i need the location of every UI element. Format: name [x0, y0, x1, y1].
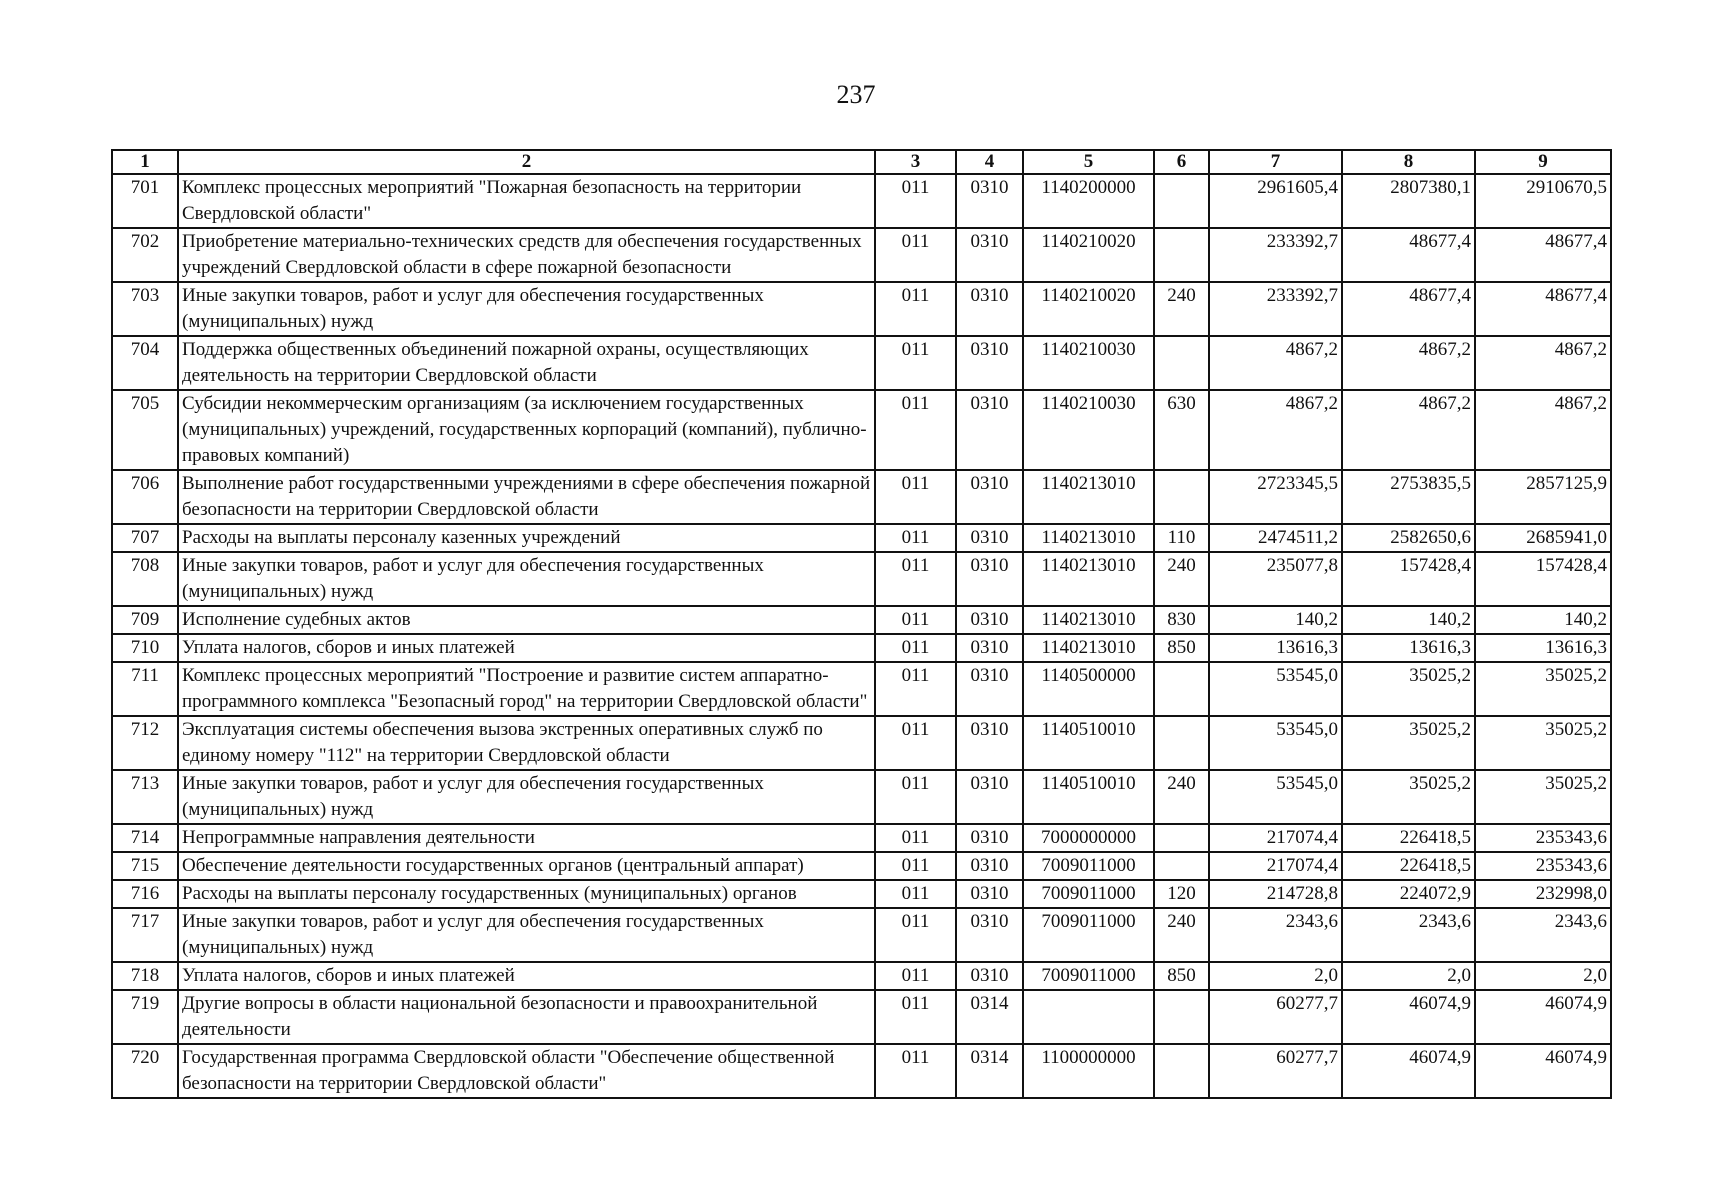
- amount-col-8: 2343,6: [1342, 908, 1475, 962]
- row-description: Выполнение работ государственными учреждениями в сфере обеспечения пожарной безопасности на территории Свердловской области: [178, 470, 875, 524]
- code-col-4: 0310: [956, 470, 1023, 524]
- table-row: [112, 390, 1611, 470]
- row-description: Комплекс процессных мероприятий "Пожарная безопасность на территории Свердловской области": [178, 174, 875, 228]
- code-col-3: 011: [875, 336, 956, 390]
- code-col-3: 011: [875, 990, 956, 1044]
- amount-col-8: 13616,3: [1342, 634, 1475, 662]
- code-col-3: 011: [875, 852, 956, 880]
- row-number: 716: [112, 880, 178, 908]
- table-row: [112, 880, 1611, 908]
- code-col-4: 0314: [956, 1044, 1023, 1098]
- amount-col-9: 2343,6: [1475, 908, 1611, 962]
- code-col-6: 830: [1154, 606, 1209, 634]
- code-col-5: 7000000000: [1023, 824, 1154, 852]
- code-col-4: 0310: [956, 228, 1023, 282]
- code-col-4: 0310: [956, 174, 1023, 228]
- code-col-4: 0310: [956, 336, 1023, 390]
- amount-col-8: 48677,4: [1342, 282, 1475, 336]
- code-col-3: 011: [875, 390, 956, 470]
- table-row: [112, 174, 1611, 228]
- code-col-3: 011: [875, 282, 956, 336]
- code-col-5: 1140500000: [1023, 662, 1154, 716]
- code-col-5: [1023, 990, 1154, 1044]
- code-col-6: 110: [1154, 524, 1209, 552]
- row-number: 708: [112, 552, 178, 606]
- row-description: Субсидии некоммерческим организациям (за исключением государственных (муниципальных) учреждений, государственных корпораций (компаний), публично-правовых компаний): [178, 390, 875, 470]
- code-col-3: 011: [875, 662, 956, 716]
- code-col-3: 011: [875, 770, 956, 824]
- row-number: 719: [112, 990, 178, 1044]
- amount-col-7: 53545,0: [1209, 716, 1342, 770]
- code-col-3: 011: [875, 228, 956, 282]
- row-description: Другие вопросы в области национальной безопасности и правоохранительной деятельности: [178, 990, 875, 1044]
- amount-col-9: 235343,6: [1475, 824, 1611, 852]
- code-col-3: 011: [875, 552, 956, 606]
- amount-col-8: 4867,2: [1342, 390, 1475, 470]
- code-col-3: 011: [875, 908, 956, 962]
- amount-col-9: 232998,0: [1475, 880, 1611, 908]
- table-row: [112, 824, 1611, 852]
- code-col-6: 240: [1154, 770, 1209, 824]
- amount-col-8: 226418,5: [1342, 824, 1475, 852]
- code-col-5: 1140213010: [1023, 552, 1154, 606]
- amount-col-9: 35025,2: [1475, 662, 1611, 716]
- column-header: 1: [112, 150, 178, 174]
- row-description: Расходы на выплаты персоналу казенных учреждений: [178, 524, 875, 552]
- code-col-6: [1154, 852, 1209, 880]
- row-description: Эксплуатация системы обеспечения вызова экстренных оперативных служб по единому номеру "112" на территории Свердловской области: [178, 716, 875, 770]
- code-col-6: 630: [1154, 390, 1209, 470]
- code-col-3: 011: [875, 1044, 956, 1098]
- table-row: [112, 770, 1611, 824]
- amount-col-8: 2753835,5: [1342, 470, 1475, 524]
- amount-col-7: 217074,4: [1209, 824, 1342, 852]
- row-description: Поддержка общественных объединений пожарной охраны, осуществляющих деятельность на территории Свердловской области: [178, 336, 875, 390]
- table-row: [112, 606, 1611, 634]
- amount-col-8: 46074,9: [1342, 1044, 1475, 1098]
- row-number: 715: [112, 852, 178, 880]
- code-col-4: 0310: [956, 390, 1023, 470]
- row-number: 717: [112, 908, 178, 962]
- code-col-5: 1100000000: [1023, 1044, 1154, 1098]
- row-number: 704: [112, 336, 178, 390]
- row-number: 706: [112, 470, 178, 524]
- code-col-5: 1140510010: [1023, 716, 1154, 770]
- amount-col-7: 2474511,2: [1209, 524, 1342, 552]
- code-col-4: 0310: [956, 282, 1023, 336]
- amount-col-9: 2857125,9: [1475, 470, 1611, 524]
- code-col-4: 0310: [956, 852, 1023, 880]
- code-col-5: 1140210020: [1023, 228, 1154, 282]
- code-col-5: 1140213010: [1023, 606, 1154, 634]
- column-header: 3: [875, 150, 956, 174]
- row-number: 701: [112, 174, 178, 228]
- code-col-6: [1154, 336, 1209, 390]
- code-col-6: [1154, 990, 1209, 1044]
- code-col-6: [1154, 716, 1209, 770]
- row-number: 711: [112, 662, 178, 716]
- amount-col-9: 35025,2: [1475, 716, 1611, 770]
- code-col-5: 1140213010: [1023, 470, 1154, 524]
- budget-table: [111, 149, 1612, 1099]
- code-col-3: 011: [875, 716, 956, 770]
- amount-col-7: 60277,7: [1209, 990, 1342, 1044]
- amount-col-9: 2,0: [1475, 962, 1611, 990]
- row-description: Иные закупки товаров, работ и услуг для обеспечения государственных (муниципальных) нужд: [178, 770, 875, 824]
- column-header: 4: [956, 150, 1023, 174]
- amount-col-8: 157428,4: [1342, 552, 1475, 606]
- row-number: 712: [112, 716, 178, 770]
- table-row: [112, 662, 1611, 716]
- code-col-3: 011: [875, 470, 956, 524]
- amount-col-7: 53545,0: [1209, 662, 1342, 716]
- amount-col-9: 46074,9: [1475, 990, 1611, 1044]
- code-col-6: 120: [1154, 880, 1209, 908]
- code-col-5: 7009011000: [1023, 908, 1154, 962]
- amount-col-8: 48677,4: [1342, 228, 1475, 282]
- code-col-4: 0310: [956, 606, 1023, 634]
- code-col-5: 7009011000: [1023, 962, 1154, 990]
- amount-col-8: 2,0: [1342, 962, 1475, 990]
- code-col-6: 240: [1154, 552, 1209, 606]
- code-col-5: 7009011000: [1023, 880, 1154, 908]
- amount-col-8: 2807380,1: [1342, 174, 1475, 228]
- amount-col-9: 157428,4: [1475, 552, 1611, 606]
- code-col-4: 0310: [956, 770, 1023, 824]
- code-col-3: 011: [875, 174, 956, 228]
- code-col-4: 0310: [956, 662, 1023, 716]
- code-col-4: 0314: [956, 990, 1023, 1044]
- amount-col-9: 2910670,5: [1475, 174, 1611, 228]
- code-col-4: 0310: [956, 524, 1023, 552]
- table-row: [112, 962, 1611, 990]
- row-number: 718: [112, 962, 178, 990]
- table-row: [112, 634, 1611, 662]
- code-col-6: [1154, 470, 1209, 524]
- amount-col-7: 2723345,5: [1209, 470, 1342, 524]
- amount-col-9: 2685941,0: [1475, 524, 1611, 552]
- table-row: [112, 552, 1611, 606]
- code-col-5: 1140210030: [1023, 336, 1154, 390]
- code-col-5: 1140213010: [1023, 634, 1154, 662]
- amount-col-8: 35025,2: [1342, 716, 1475, 770]
- code-col-6: [1154, 1044, 1209, 1098]
- column-header: 5: [1023, 150, 1154, 174]
- code-col-6: 240: [1154, 908, 1209, 962]
- amount-col-7: 2,0: [1209, 962, 1342, 990]
- table-row: [112, 282, 1611, 336]
- table-row: [112, 524, 1611, 552]
- code-col-5: 1140210020: [1023, 282, 1154, 336]
- amount-col-7: 217074,4: [1209, 852, 1342, 880]
- table-header-row: [112, 150, 1611, 174]
- code-col-5: 1140213010: [1023, 524, 1154, 552]
- table-row: [112, 470, 1611, 524]
- row-number: 714: [112, 824, 178, 852]
- code-col-5: 1140210030: [1023, 390, 1154, 470]
- row-description: Государственная программа Свердловской области "Обеспечение общественной безопасности на территории Свердловской области": [178, 1044, 875, 1098]
- amount-col-9: 235343,6: [1475, 852, 1611, 880]
- amount-col-9: 48677,4: [1475, 282, 1611, 336]
- code-col-6: [1154, 174, 1209, 228]
- amount-col-9: 35025,2: [1475, 770, 1611, 824]
- row-description: Непрограммные направления деятельности: [178, 824, 875, 852]
- amount-col-7: 4867,2: [1209, 390, 1342, 470]
- amount-col-9: 4867,2: [1475, 336, 1611, 390]
- row-description: Уплата налогов, сборов и иных платежей: [178, 962, 875, 990]
- amount-col-7: 233392,7: [1209, 228, 1342, 282]
- code-col-6: [1154, 662, 1209, 716]
- code-col-6: 240: [1154, 282, 1209, 336]
- page-number: 237: [836, 80, 876, 109]
- column-header: 8: [1342, 150, 1475, 174]
- code-col-4: 0310: [956, 880, 1023, 908]
- code-col-5: 1140200000: [1023, 174, 1154, 228]
- amount-col-8: 2582650,6: [1342, 524, 1475, 552]
- row-number: 709: [112, 606, 178, 634]
- row-number: 707: [112, 524, 178, 552]
- code-col-4: 0310: [956, 552, 1023, 606]
- code-col-6: [1154, 824, 1209, 852]
- code-col-4: 0310: [956, 716, 1023, 770]
- code-col-3: 011: [875, 634, 956, 662]
- table-row: [112, 336, 1611, 390]
- column-header: 9: [1475, 150, 1611, 174]
- amount-col-9: 46074,9: [1475, 1044, 1611, 1098]
- amount-col-9: 13616,3: [1475, 634, 1611, 662]
- table-row: [112, 990, 1611, 1044]
- amount-col-8: 226418,5: [1342, 852, 1475, 880]
- row-description: Обеспечение деятельности государственных органов (центральный аппарат): [178, 852, 875, 880]
- amount-col-8: 224072,9: [1342, 880, 1475, 908]
- row-description: Иные закупки товаров, работ и услуг для обеспечения государственных (муниципальных) нужд: [178, 552, 875, 606]
- code-col-3: 011: [875, 962, 956, 990]
- row-description: Исполнение судебных актов: [178, 606, 875, 634]
- code-col-3: 011: [875, 880, 956, 908]
- amount-col-9: 140,2: [1475, 606, 1611, 634]
- amount-col-8: 140,2: [1342, 606, 1475, 634]
- code-col-4: 0310: [956, 908, 1023, 962]
- amount-col-9: 48677,4: [1475, 228, 1611, 282]
- row-number: 710: [112, 634, 178, 662]
- amount-col-7: 53545,0: [1209, 770, 1342, 824]
- code-col-3: 011: [875, 524, 956, 552]
- amount-col-7: 140,2: [1209, 606, 1342, 634]
- code-col-5: 1140510010: [1023, 770, 1154, 824]
- table-row: [112, 908, 1611, 962]
- row-number: 720: [112, 1044, 178, 1098]
- row-description: Иные закупки товаров, работ и услуг для обеспечения государственных (муниципальных) нужд: [178, 908, 875, 962]
- row-number: 713: [112, 770, 178, 824]
- amount-col-8: 46074,9: [1342, 990, 1475, 1044]
- code-col-6: [1154, 228, 1209, 282]
- amount-col-7: 2343,6: [1209, 908, 1342, 962]
- amount-col-8: 4867,2: [1342, 336, 1475, 390]
- table-row: [112, 1044, 1611, 1098]
- row-number: 703: [112, 282, 178, 336]
- row-description: Иные закупки товаров, работ и услуг для обеспечения государственных (муниципальных) нужд: [178, 282, 875, 336]
- code-col-4: 0310: [956, 634, 1023, 662]
- amount-col-7: 2961605,4: [1209, 174, 1342, 228]
- amount-col-8: 35025,2: [1342, 662, 1475, 716]
- amount-col-7: 214728,8: [1209, 880, 1342, 908]
- column-header: 7: [1209, 150, 1342, 174]
- row-number: 702: [112, 228, 178, 282]
- column-header: 2: [178, 150, 875, 174]
- code-col-6: 850: [1154, 962, 1209, 990]
- code-col-4: 0310: [956, 824, 1023, 852]
- row-number: 705: [112, 390, 178, 470]
- row-description: Уплата налогов, сборов и иных платежей: [178, 634, 875, 662]
- table-row: [112, 228, 1611, 282]
- code-col-4: 0310: [956, 962, 1023, 990]
- amount-col-7: 235077,8: [1209, 552, 1342, 606]
- amount-col-7: 13616,3: [1209, 634, 1342, 662]
- table-row: [112, 716, 1611, 770]
- amount-col-9: 4867,2: [1475, 390, 1611, 470]
- table-body: [112, 174, 1611, 1098]
- column-header: 6: [1154, 150, 1209, 174]
- row-description: Приобретение материально-технических средств для обеспечения государственных учреждений Свердловской области в сфере пожарной безопасности: [178, 228, 875, 282]
- code-col-6: 850: [1154, 634, 1209, 662]
- amount-col-8: 35025,2: [1342, 770, 1475, 824]
- amount-col-7: 4867,2: [1209, 336, 1342, 390]
- table-row: [112, 852, 1611, 880]
- code-col-5: 7009011000: [1023, 852, 1154, 880]
- row-description: Комплекс процессных мероприятий "Построение и развитие систем аппаратно-программного комплекса "Безопасный город" на территории Свердловской области": [178, 662, 875, 716]
- code-col-3: 011: [875, 606, 956, 634]
- amount-col-7: 233392,7: [1209, 282, 1342, 336]
- row-description: Расходы на выплаты персоналу государственных (муниципальных) органов: [178, 880, 875, 908]
- code-col-3: 011: [875, 824, 956, 852]
- amount-col-7: 60277,7: [1209, 1044, 1342, 1098]
